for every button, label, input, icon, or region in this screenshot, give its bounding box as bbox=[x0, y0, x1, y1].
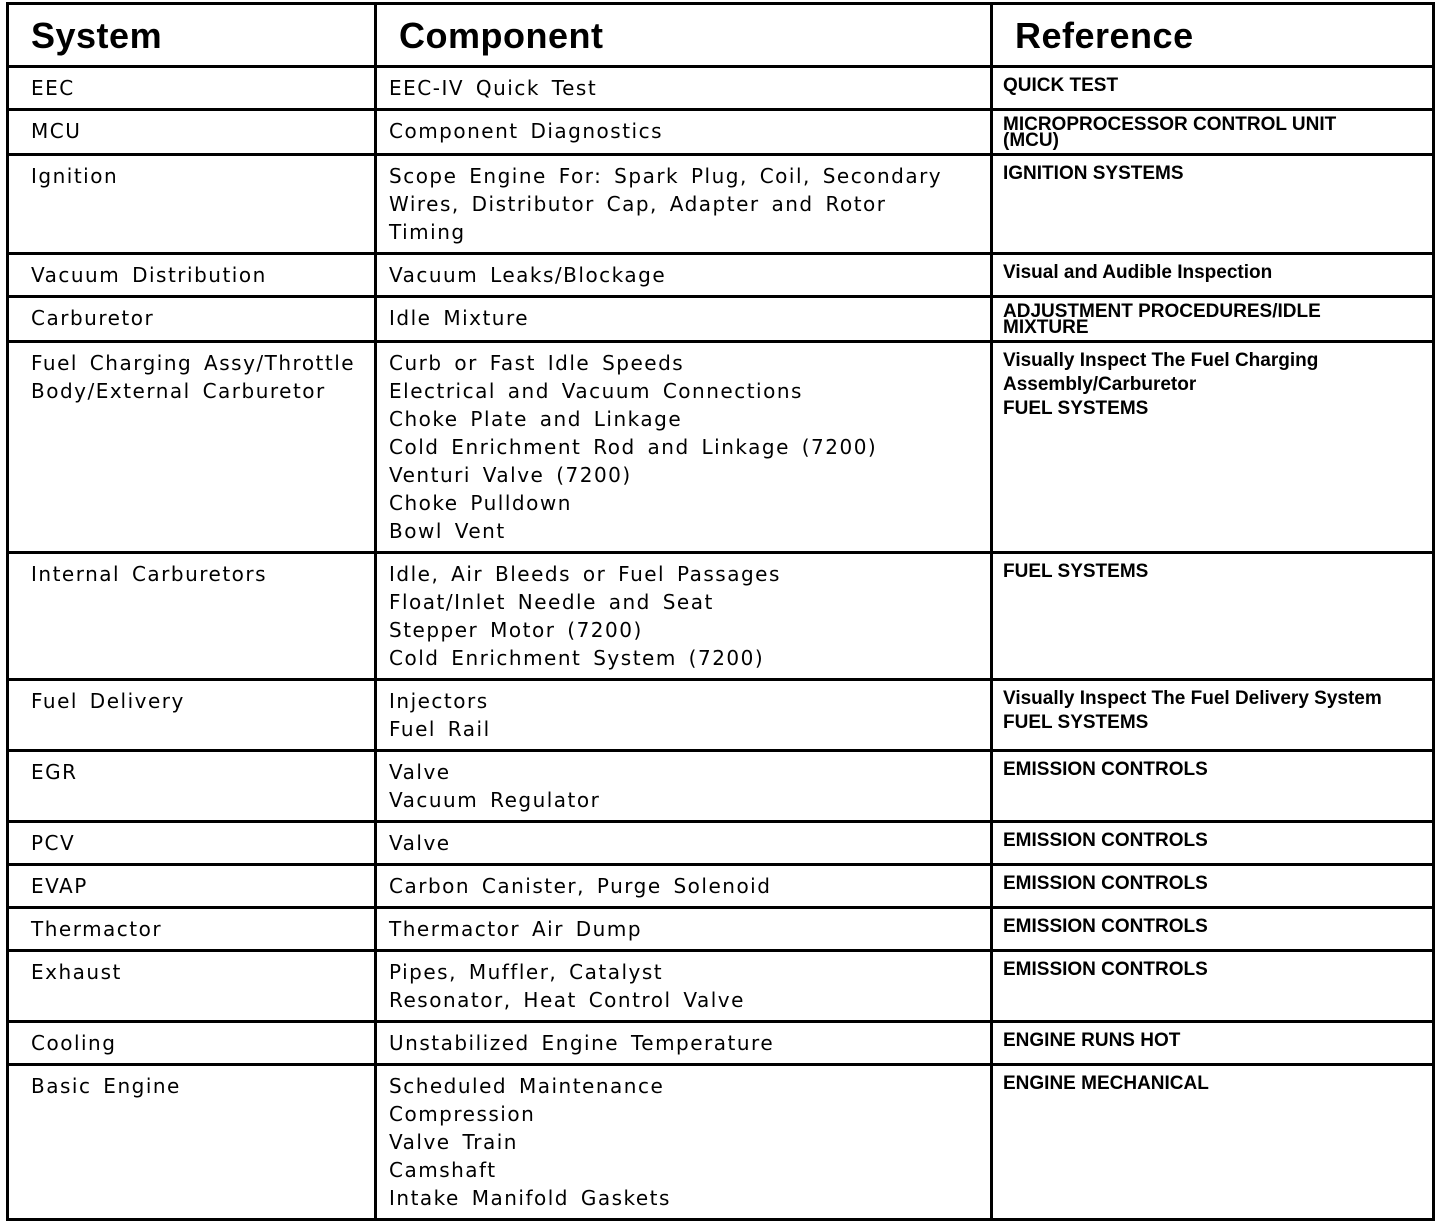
system-text-line: Fuel Charging Assy/Throttle bbox=[31, 351, 356, 375]
table-row bbox=[8, 751, 1434, 822]
system-text-line: EEC bbox=[31, 76, 75, 100]
system-cell bbox=[8, 110, 376, 155]
system-text-line: MCU bbox=[31, 119, 82, 143]
component-text-line: Thermactor Air Dump bbox=[389, 917, 643, 941]
component-cell bbox=[376, 342, 992, 553]
component-cell bbox=[376, 822, 992, 865]
component-text-line: Choke Plate and Linkage bbox=[389, 407, 683, 431]
component-text-line: Valve bbox=[389, 831, 451, 855]
reference-text-line: Assembly/Carburetor bbox=[1003, 374, 1197, 395]
component-text-line: Unstabilized Engine Temperature bbox=[389, 1031, 775, 1055]
diagnostic-reference-table bbox=[6, 2, 1435, 1221]
component-text-line: Pipes, Muffler, Catalyst bbox=[389, 960, 664, 984]
component-text-line: EEC-IV Quick Test bbox=[389, 76, 598, 100]
system-cell bbox=[8, 553, 376, 680]
table-row bbox=[8, 110, 1434, 155]
table-body bbox=[8, 67, 1434, 1220]
component-text-line: Resonator, Heat Control Valve bbox=[389, 988, 745, 1012]
reference-text-line: EMISSION CONTROLS bbox=[1003, 759, 1208, 780]
table-row bbox=[8, 342, 1434, 553]
system-cell bbox=[8, 67, 376, 110]
table-row bbox=[8, 680, 1434, 751]
component-text-line: Intake Manifold Gaskets bbox=[389, 1186, 671, 1210]
component-text-line: Fuel Rail bbox=[389, 717, 491, 741]
reference-cell bbox=[992, 751, 1434, 822]
component-cell bbox=[376, 254, 992, 297]
reference-cell bbox=[992, 342, 1434, 553]
reference-text-line: QUICK TEST bbox=[1003, 75, 1119, 96]
component-text-line: Choke Pulldown bbox=[389, 491, 572, 515]
reference-cell bbox=[992, 254, 1434, 297]
header-reference: Reference bbox=[992, 4, 1434, 67]
component-text-line: Valve Train bbox=[389, 1130, 518, 1154]
reference-text-line: EMISSION CONTROLS bbox=[1003, 959, 1208, 980]
component-text-line: Camshaft bbox=[389, 1158, 497, 1182]
reference-cell bbox=[992, 1065, 1434, 1220]
reference-text-line: EMISSION CONTROLS bbox=[1003, 916, 1208, 937]
reference-cell bbox=[992, 951, 1434, 1022]
reference-text-line: MICROPROCESSOR CONTROL UNIT bbox=[1003, 114, 1337, 135]
reference-text-line: ENGINE RUNS HOT bbox=[1003, 1030, 1181, 1051]
table-row bbox=[8, 908, 1434, 951]
system-cell bbox=[8, 680, 376, 751]
system-cell bbox=[8, 908, 376, 951]
reference-cell bbox=[992, 865, 1434, 908]
table-row bbox=[8, 155, 1434, 254]
reference-text-line: Visually Inspect The Fuel Charging bbox=[1003, 350, 1319, 371]
component-cell bbox=[376, 67, 992, 110]
reference-text-line: EMISSION CONTROLS bbox=[1003, 830, 1208, 851]
system-text-line: Body/External Carburetor bbox=[31, 379, 326, 403]
system-cell bbox=[8, 342, 376, 553]
reference-text-line: MIXTURE bbox=[1003, 317, 1089, 338]
system-cell bbox=[8, 951, 376, 1022]
component-text-line: Component Diagnostics bbox=[389, 119, 664, 143]
reference-text-line: ENGINE MECHANICAL bbox=[1003, 1073, 1209, 1094]
component-cell bbox=[376, 908, 992, 951]
system-cell bbox=[8, 1065, 376, 1220]
component-cell bbox=[376, 1065, 992, 1220]
table-row bbox=[8, 865, 1434, 908]
header-system: System bbox=[8, 4, 376, 67]
header-component: Component bbox=[376, 4, 992, 67]
reference-cell bbox=[992, 680, 1434, 751]
reference-text-line: ADJUSTMENT PROCEDURES/IDLE bbox=[1003, 301, 1321, 322]
component-cell bbox=[376, 680, 992, 751]
reference-text-line: EMISSION CONTROLS bbox=[1003, 873, 1208, 894]
reference-text-line: Visual and Audible Inspection bbox=[1003, 262, 1273, 283]
table-row bbox=[8, 951, 1434, 1022]
system-text-line: EGR bbox=[31, 760, 78, 784]
reference-cell bbox=[992, 110, 1434, 155]
table-row bbox=[8, 254, 1434, 297]
system-cell bbox=[8, 254, 376, 297]
table-row bbox=[8, 297, 1434, 342]
component-cell bbox=[376, 951, 992, 1022]
reference-cell bbox=[992, 553, 1434, 680]
component-text-line: Injectors bbox=[389, 689, 489, 713]
system-cell bbox=[8, 822, 376, 865]
component-cell bbox=[376, 155, 992, 254]
component-text-line: Valve bbox=[389, 760, 451, 784]
system-text-line: Ignition bbox=[31, 164, 119, 188]
reference-cell bbox=[992, 908, 1434, 951]
system-text-line: Basic Engine bbox=[31, 1074, 181, 1098]
table-row bbox=[8, 553, 1434, 680]
system-cell bbox=[8, 297, 376, 342]
system-text-line: Carburetor bbox=[31, 306, 155, 330]
component-text-line: Curb or Fast Idle Speeds bbox=[389, 351, 685, 375]
component-cell bbox=[376, 297, 992, 342]
component-text-line: Wires, Distributor Cap, Adapter and Rotor bbox=[389, 192, 887, 216]
component-text-line: Vacuum Leaks/Blockage bbox=[389, 263, 667, 287]
reference-cell bbox=[992, 297, 1434, 342]
reference-text-line: FUEL SYSTEMS bbox=[1003, 561, 1149, 582]
table-row bbox=[8, 822, 1434, 865]
component-text-line: Cold Enrichment Rod and Linkage (7200) bbox=[389, 435, 878, 459]
component-text-line: Idle Mixture bbox=[389, 306, 530, 330]
component-text-line: Cold Enrichment System (7200) bbox=[389, 646, 765, 670]
system-text-line: Cooling bbox=[31, 1031, 117, 1055]
system-text-line: Exhaust bbox=[31, 960, 122, 984]
reference-cell bbox=[992, 67, 1434, 110]
table-row bbox=[8, 1065, 1434, 1220]
component-text-line: Scheduled Maintenance bbox=[389, 1074, 665, 1098]
component-text-line: Bowl Vent bbox=[389, 519, 506, 543]
table-row bbox=[8, 1022, 1434, 1065]
system-text-line: PCV bbox=[31, 831, 76, 855]
reference-text-line: FUEL SYSTEMS bbox=[1003, 712, 1149, 733]
reference-text-line: FUEL SYSTEMS bbox=[1003, 398, 1149, 419]
system-text-line: Thermactor bbox=[31, 917, 163, 941]
reference-cell bbox=[992, 822, 1434, 865]
component-cell bbox=[376, 1022, 992, 1065]
reference-cell bbox=[992, 155, 1434, 254]
system-text-line: Internal Carburetors bbox=[31, 562, 268, 586]
reference-text-line: (MCU) bbox=[1003, 130, 1059, 151]
component-text-line: Carbon Canister, Purge Solenoid bbox=[389, 874, 772, 898]
component-text-line: Idle, Air Bleeds or Fuel Passages bbox=[389, 562, 781, 586]
system-cell bbox=[8, 155, 376, 254]
system-cell bbox=[8, 751, 376, 822]
component-cell bbox=[376, 865, 992, 908]
component-cell bbox=[376, 110, 992, 155]
component-text-line: Vacuum Regulator bbox=[389, 788, 601, 812]
component-text-line: Timing bbox=[389, 220, 466, 244]
system-text-line: EVAP bbox=[31, 874, 88, 898]
reference-text-line: IGNITION SYSTEMS bbox=[1003, 163, 1184, 184]
component-text-line: Compression bbox=[389, 1102, 536, 1126]
system-cell bbox=[8, 865, 376, 908]
component-cell bbox=[376, 751, 992, 822]
system-cell bbox=[8, 1022, 376, 1065]
table-row bbox=[8, 67, 1434, 110]
component-text-line: Venturi Valve (7200) bbox=[389, 463, 632, 487]
system-text-line: Vacuum Distribution bbox=[31, 263, 267, 287]
component-text-line: Stepper Motor (7200) bbox=[389, 618, 643, 642]
reference-text-line: Visually Inspect The Fuel Delivery System bbox=[1003, 688, 1382, 709]
reference-cell bbox=[992, 1022, 1434, 1065]
component-text-line: Electrical and Vacuum Connections bbox=[389, 379, 803, 403]
system-text-line: Fuel Delivery bbox=[31, 689, 185, 713]
header-row bbox=[8, 4, 1434, 67]
component-cell bbox=[376, 553, 992, 680]
component-text-line: Scope Engine For: Spark Plug, Coil, Secondary bbox=[389, 164, 943, 188]
component-text-line: Float/Inlet Needle and Seat bbox=[389, 590, 714, 614]
